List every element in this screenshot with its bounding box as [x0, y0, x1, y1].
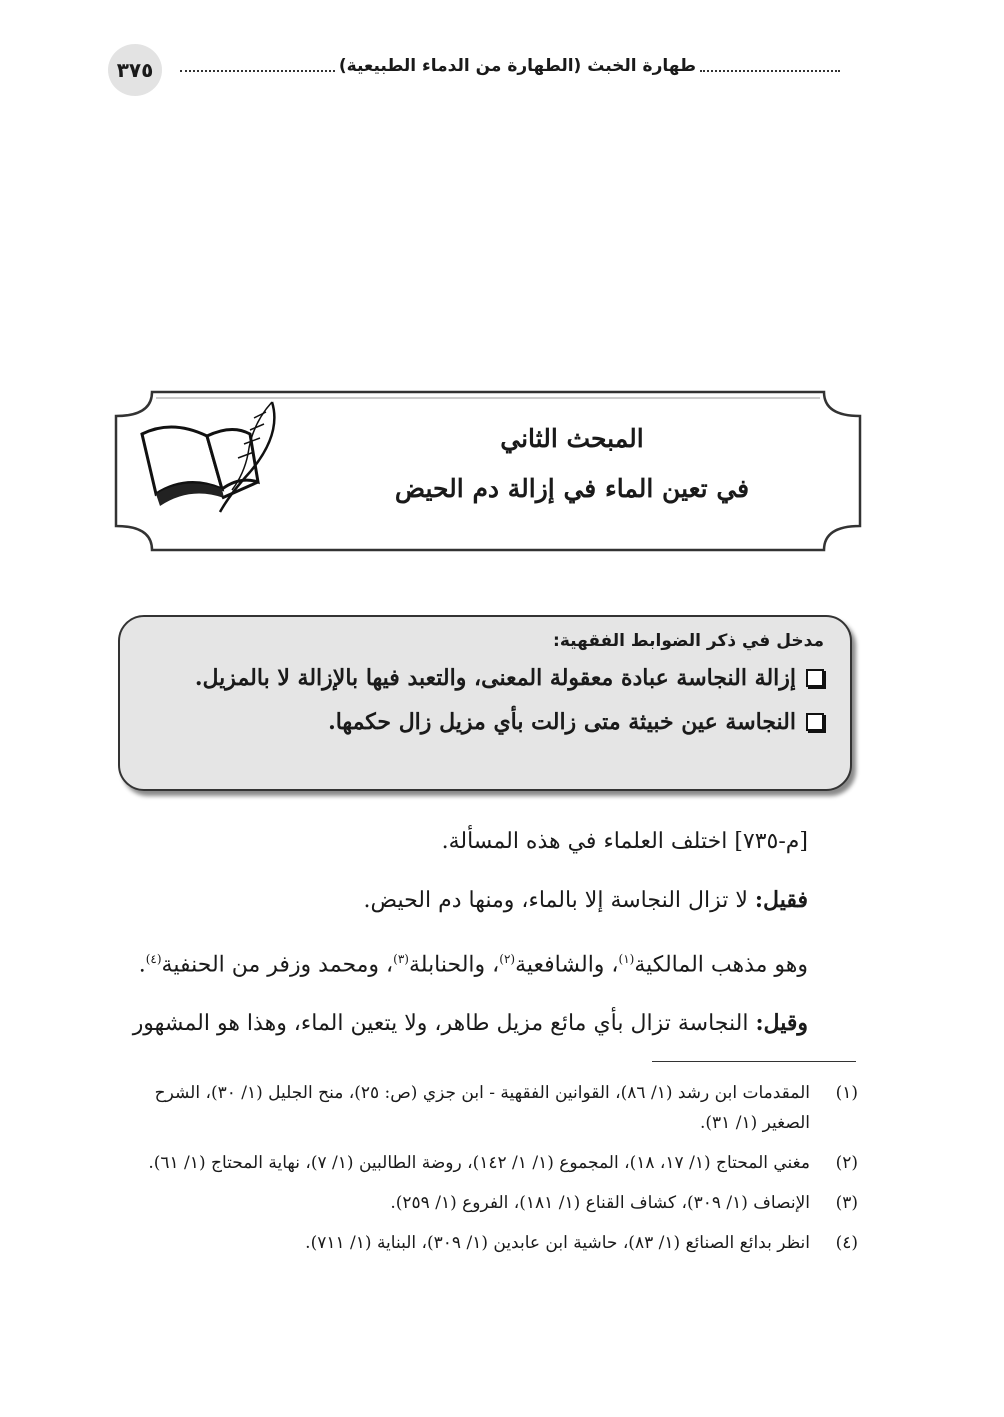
footnote — [118, 1148, 858, 1178]
section-title-frame — [112, 388, 864, 554]
opinion-lead: وقيل: — [755, 1010, 808, 1037]
book-and-quill-icon — [132, 394, 282, 514]
rule-item — [140, 665, 824, 691]
paragraph-text: لا تزال النجاسة إلا بالماء، ومنها دم الحيض. — [363, 888, 755, 913]
checkbox-icon — [806, 669, 824, 687]
footnote-text: مغني المحتاج (١/ ١٧، ١٨)، المجموع (١/ ١/ ١٤٢)، روضة الطالبين (١/ ٧)، نهاية المحتاج (١/ ٦١). — [148, 1153, 810, 1173]
rule-text: النجاسة عين خبيثة متى زالت بأي مزيل زال حكمها. — [328, 709, 796, 735]
footnote-number: (١) — [835, 1083, 858, 1103]
section-heading: المبحث الثاني — [500, 424, 644, 453]
footnotes — [118, 1078, 858, 1268]
footnote — [118, 1228, 858, 1258]
section-subheading: في تعين الماء في إزالة دم الحيض — [394, 474, 750, 503]
paragraph — [118, 943, 808, 981]
footnote-number: (٤) — [835, 1233, 858, 1253]
page-number: ٣٧٥ — [108, 44, 162, 96]
paragraph-text: . — [138, 952, 146, 978]
footnote-ref[interactable]: (٣) — [393, 952, 409, 966]
paragraph — [118, 1007, 808, 1040]
paragraph — [118, 884, 808, 917]
header-dots-left — [180, 70, 335, 72]
rules-label: مدخل في ذكر الضوابط الفقهية: — [553, 631, 824, 651]
paragraph-text: ، ومحمد وزفر من الحنفية — [161, 952, 394, 978]
paragraph-text: ، والحنابلة — [408, 952, 500, 978]
fiqh-rules-box — [118, 615, 852, 791]
paragraph-text: ، والشافعية — [515, 952, 619, 978]
footnote-text: الإنصاف (١/ ٣٠٩)، كشاف القناع (١/ ١٨١)، الفروع (١/ ٢٥٩). — [390, 1193, 810, 1213]
paragraph: [م-٧٣٥] اختلف العلماء في هذه المسألة. — [441, 829, 808, 854]
body-text — [118, 826, 808, 1066]
rule-text: إزالة النجاسة عبادة معقولة المعنى، والتعبد فيها بالإزالة لا بالمزيل. — [194, 665, 796, 691]
footnote — [118, 1078, 858, 1138]
header-dots-right — [700, 70, 840, 72]
paragraph-text: وهو مذهب المالكية — [634, 952, 808, 978]
paragraph-text: النجاسة تزال بأي مائع مزيل طاهر، ولا يتعين الماء، وهذا هو المشهور — [132, 1011, 756, 1037]
footnote-text: انظر بدائع الصنائع (١/ ٨٣)، حاشية ابن عابدين (١/ ٣٠٩)، البناية (١/ ٧١١). — [305, 1233, 810, 1253]
footnote — [118, 1188, 858, 1218]
footnote-separator — [652, 1061, 856, 1062]
opinion-lead: فقيل: — [754, 887, 808, 913]
rule-item — [140, 709, 824, 735]
footnote-ref[interactable]: (٤) — [145, 952, 162, 966]
running-header — [180, 56, 840, 76]
checkbox-icon — [806, 713, 824, 731]
footnote-number: (٢) — [835, 1153, 858, 1173]
footnote-ref[interactable]: (٢) — [499, 952, 516, 966]
running-title: طهارة الخبث (الطهارة من الدماء الطبيعية) — [338, 56, 696, 76]
footnote-text: المقدمات ابن رشد (١/ ٨٦)، القوانين الفقهية - ابن جزي (ص: ٢٥)، منح الجليل (١/ ٣٠)، الشرح الصغير (١/ ٣١). — [154, 1083, 810, 1133]
footnote-number: (٣) — [835, 1193, 858, 1213]
footnote-ref[interactable]: (١) — [618, 952, 635, 966]
